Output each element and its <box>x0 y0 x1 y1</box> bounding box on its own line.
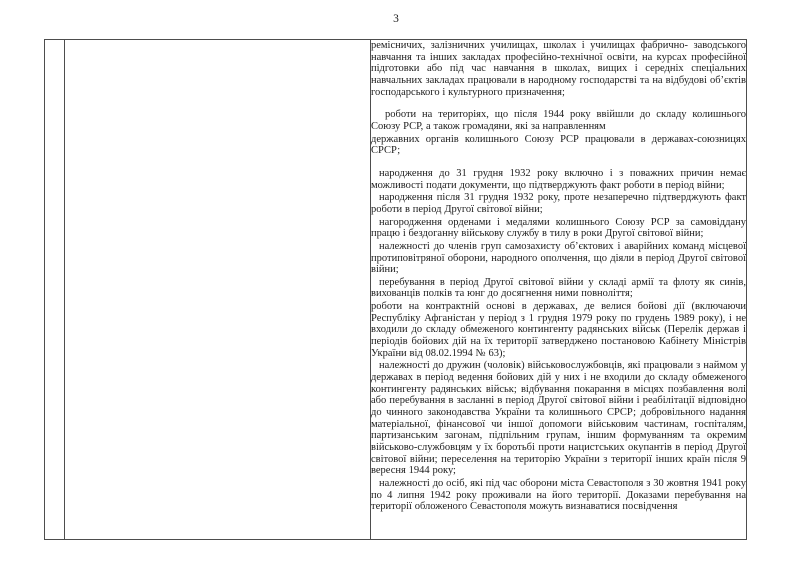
table-cell-empty-narrow <box>45 40 65 540</box>
paragraph-born-before-1932: народження до 31 грудня 1932 року включно і з поважних причин немає можливості подати документи, що підтверджують факт роботи в період війни; <box>371 167 746 191</box>
paragraph-awards-orders-medals: нагородження орденами і медалями колишнього Союзу РСР за самовіддану працю і бездоганну військову службу в тилу в роки Другої світової війни; <box>371 216 746 240</box>
table-cell-empty-wide <box>65 40 371 540</box>
paragraph-sevastopol-defense: належності до осіб, які під час оборони міста Севастополя з 30 жовтня 1941 року по 4 липня 1942 року проживали на його території. Доказами перебування на території обложеного Севастополя можуть визнаватися посвідчення <box>371 477 746 513</box>
paragraph-army-fleet-minors: перебування в період Другої світової війни у складі армії та флоту як синів, вихованців полків та юнг до досягнення ними повноліття; <box>371 276 746 300</box>
paragraph-state-bodies-ussr: державних органів колишнього Союзу РСР працювали в державах-союзницях СРСР; <box>371 133 746 157</box>
paragraph-self-defense-groups: належності до членів груп самозахисту об’єктових і аварійних команд місцевої протиповітряної оборони, народного ополчення, що діяли в період Другої світової війни; <box>371 240 746 276</box>
paragraph-territories-1944: роботи на територіях, що після 1944 року ввійшли до складу колишнього Союзу РСР, а також громадяни, які за направленням <box>371 109 746 132</box>
table-cell-body-text <box>371 40 747 540</box>
page-number: 3 <box>393 13 399 25</box>
table-row <box>45 40 747 540</box>
paragraph-born-after-1932: народження після 31 грудня 1932 року, проте незаперечно підтверджують факт роботи в період Другої світової війни; <box>371 192 746 215</box>
document-table <box>44 39 747 540</box>
paragraph-contract-work-afghanistan: роботи на контрактній основі в державах, де велися бойові дії (включаючи Республіку Афганістан у період з 1 грудня 1979 року по грудень 1989 року), і не входили до складу обмеженого контингенту радянських військ (Перелік держав і періодів бойових дій на їх території затверджено постановою Кабінету Міністрів України від 08.02.1994 № 63); <box>371 301 746 359</box>
paragraph-vocational-schools: ремісничих, залізничних училищах, школах і училищах фабрично- заводського навчання та інших закладах професійно-технічної освіти, на курсах професійної підготовки або під час навчання в школах, вищих і середніх спеціальних навчальних закладах працювали в народному господарстві та на відбудові об’єктів господарського і культурного призначення; <box>371 40 746 98</box>
paragraph-military-spouses: належності до дружин (чоловік) військовослужбовців, які працювали з наймом у державах в період ведення бойових дій у них і не входили до складу обмеженого контингенту радянських військ; відбування покарання в місцях позбавлення волі або перебування в засланні в період Другої світової війни і реабілітації відповідно до чинного законодавства України та колишнього СРСР; добровільного надання матеріальної, фінансової чи іншої допомоги військовим частинам, госпіталям, партизанським загонам, підпільним групам, іншим формуванням та окремим військово-службовцям у їх боротьбі проти нацистських окупантів в період Другої світової війни; переселення на територію України з території інших країн після 9 вересня 1944 року; <box>371 360 746 477</box>
